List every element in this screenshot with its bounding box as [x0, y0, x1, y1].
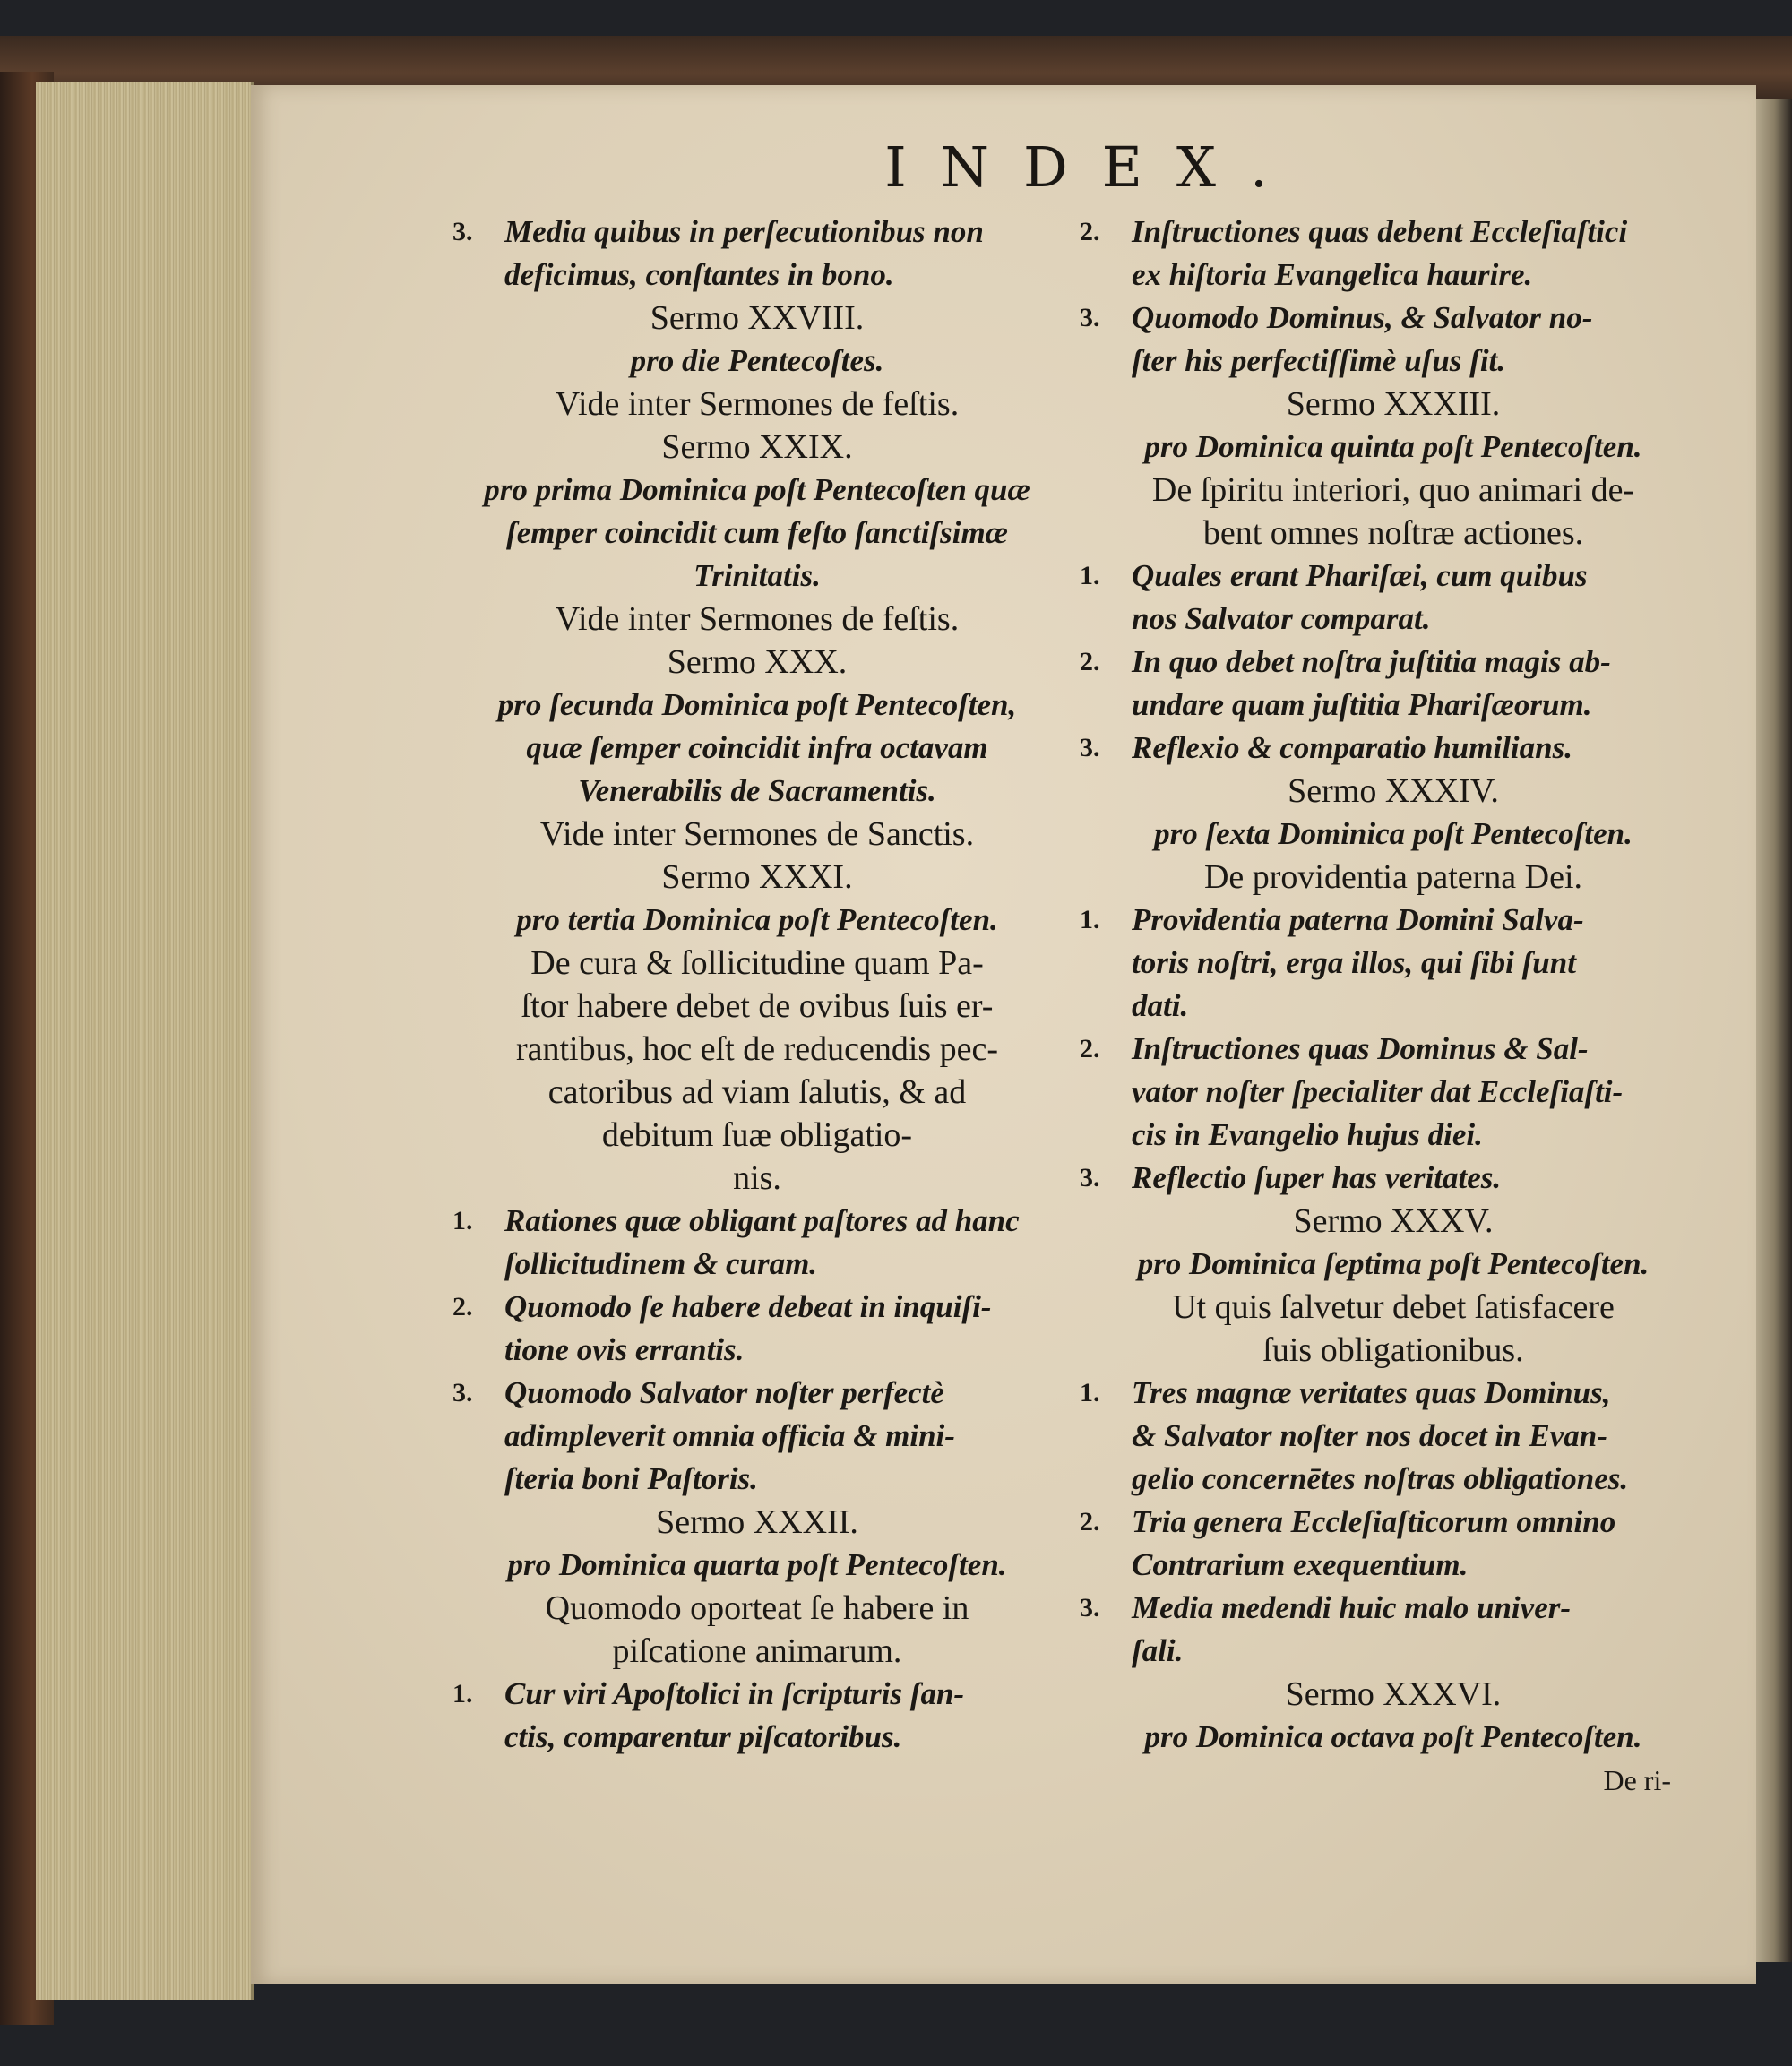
- point-continuation: [1080, 1630, 1707, 1673]
- numbered-point: [1080, 899, 1707, 942]
- line-text: Reflexio & comparatio humilians.: [1132, 730, 1572, 765]
- point-number: 1.: [452, 1206, 473, 1235]
- line-text: Sermo XXXIV.: [1288, 772, 1499, 810]
- line-text: pro die Pentecoſtes.: [630, 343, 884, 378]
- sermon-topic: [1080, 1286, 1707, 1329]
- line-text: nos Salvator comparat.: [1132, 601, 1431, 636]
- point-continuation: [1080, 985, 1707, 1028]
- line-text: Quomodo Dominus, & Salvator no-: [1132, 300, 1593, 335]
- line-text: ſali.: [1132, 1633, 1184, 1668]
- line-text: ſemper coincidit cum feſto ſanctiſsimæ: [506, 515, 1008, 550]
- line-text: pro prima Dominica poſt Pentecoſten quæ: [484, 472, 1030, 507]
- line-text: Sermo XXXV.: [1293, 1202, 1494, 1240]
- point-continuation: [1080, 684, 1707, 727]
- line-text: Trinitatis.: [694, 558, 821, 593]
- line-text: dati.: [1132, 988, 1189, 1023]
- sermon-occasion: [1080, 1243, 1707, 1286]
- point-number: 2.: [452, 1292, 473, 1321]
- point-number: 2.: [1080, 217, 1100, 246]
- line-text: rantibus, hoc eſt de reducendis pec-: [515, 1030, 999, 1068]
- sermon-occasion: [452, 899, 1062, 942]
- numbered-point: [1080, 641, 1707, 684]
- point-number: 3.: [1080, 1163, 1100, 1192]
- line-text: Quales erant Phariſæi, cum quibus: [1132, 558, 1588, 593]
- line-text: ſuis obligationibus.: [1262, 1331, 1524, 1369]
- line-text: Inſtructiones quas debent Eccleſiaſtici: [1132, 214, 1628, 249]
- sermon-topic: [452, 942, 1062, 985]
- sermon-topic: [452, 1028, 1062, 1071]
- line-text: pro Dominica octava poſt Pentecoſten.: [1144, 1719, 1642, 1754]
- point-number: 1.: [452, 1679, 473, 1709]
- line-text: Sermo XXVIII.: [650, 299, 865, 337]
- line-text: Tres magnæ veritates quas Dominus,: [1132, 1375, 1611, 1410]
- line-text: Vide inter Sermones de Sanctis.: [539, 815, 975, 853]
- line-text: ſteria boni Paſtoris.: [504, 1461, 758, 1496]
- line-text: Vide inter Sermones de feſtis.: [555, 600, 960, 638]
- sermon-topic: [452, 1630, 1062, 1673]
- line-text: Media quibus in perſecutionibus non: [504, 214, 984, 249]
- line-text: De ſpiritu interiori, quo animari de-: [1151, 471, 1635, 509]
- point-continuation: [1080, 1458, 1707, 1501]
- point-continuation: [452, 1716, 1062, 1759]
- line-text: pro Dominica quinta poſt Pentecoſten.: [1144, 429, 1642, 464]
- point-number: 3.: [1080, 733, 1100, 762]
- sermon-occasion: [452, 555, 1062, 598]
- point-continuation: [1080, 598, 1707, 641]
- sermon-occasion: [452, 727, 1062, 770]
- numbered-point: [1080, 727, 1707, 770]
- line-text: Contrarium exequentium.: [1132, 1547, 1469, 1582]
- line-text: deficimus, conſtantes in bono.: [504, 257, 894, 292]
- line-text: pro ſecunda Dominica poſt Pentecoſten,: [497, 687, 1017, 722]
- point-continuation: [1080, 1415, 1707, 1458]
- sermon-topic: [452, 985, 1062, 1028]
- sermon-topic: [452, 1587, 1062, 1630]
- line-text: pro ſexta Dominica poſt Pentecoſten.: [1154, 816, 1633, 851]
- point-number: 2.: [1080, 1034, 1100, 1063]
- line-text: Sermo XXXI.: [661, 858, 853, 896]
- sermon-occasion: [1080, 813, 1707, 856]
- sermon-topic: [452, 1114, 1062, 1157]
- sermon-topic: [452, 383, 1062, 426]
- point-continuation: [1080, 254, 1707, 297]
- line-text: Sermo XXIX.: [661, 428, 853, 466]
- sermon-topic: [452, 1071, 1062, 1114]
- point-continuation: [452, 1415, 1062, 1458]
- line-text: piſcatione animarum.: [612, 1632, 902, 1670]
- numbered-point: [1080, 1157, 1707, 1200]
- sermon-topic: [1080, 856, 1707, 899]
- line-text: Providentia paterna Domini Salva-: [1132, 902, 1584, 937]
- sermon-occasion: [452, 512, 1062, 555]
- line-text: undare quam juſtitia Phariſæorum.: [1132, 687, 1592, 722]
- line-text: cis in Evangelio hujus diei.: [1132, 1117, 1483, 1152]
- point-continuation: [1080, 942, 1707, 985]
- line-text: Vide inter Sermones de feſtis.: [555, 385, 960, 423]
- point-continuation: [1080, 1544, 1707, 1587]
- sermon-occasion: [1080, 426, 1707, 469]
- numbered-point: [1080, 211, 1707, 254]
- sermon-occasion: [452, 340, 1062, 383]
- line-text: Sermo XXXIII.: [1286, 385, 1501, 423]
- line-text: Rationes quæ obligant paſtores ad hanc: [504, 1203, 1020, 1238]
- point-number: 3.: [1080, 1593, 1100, 1623]
- page-edges: [36, 82, 254, 2000]
- line-text: Inſtructiones quas Dominus & Sal-: [1132, 1031, 1589, 1066]
- line-text: Venerabilis de Sacramentis.: [578, 773, 936, 808]
- left-index-column: [452, 211, 1062, 1759]
- line-text: tione ovis errantis.: [504, 1332, 745, 1367]
- sermon-occasion: [452, 770, 1062, 813]
- point-number: 1.: [1080, 1378, 1100, 1407]
- line-text: toris noſtri, erga illos, qui ſibi ſunt: [1132, 945, 1576, 980]
- point-continuation: [452, 1329, 1062, 1372]
- sermon-occasion: [452, 469, 1062, 512]
- line-text: Media medendi huic malo univer-: [1132, 1590, 1571, 1625]
- line-text: Reflectio ſuper has veritates.: [1132, 1160, 1502, 1195]
- right-index-column: [1080, 211, 1707, 1802]
- sermon-heading: [452, 641, 1062, 684]
- point-continuation: [452, 1458, 1062, 1501]
- point-continuation: [1080, 1071, 1707, 1114]
- line-text: Tria genera Eccleſiaſticorum omnino: [1132, 1504, 1616, 1539]
- line-text: ex hiſtoria Evangelica haurire.: [1132, 257, 1533, 292]
- line-text: adimpleverit omnia officia & mini-: [504, 1418, 955, 1453]
- line-text: ſollicitudinem & curam.: [504, 1246, 818, 1281]
- point-number: 1.: [1080, 905, 1100, 934]
- line-text: De cura & ſollicitudine quam Pa-: [530, 944, 984, 982]
- sermon-heading: [452, 297, 1062, 340]
- point-number: 1.: [1080, 561, 1100, 590]
- line-text: ctis, comparentur piſcatoribus.: [504, 1719, 902, 1754]
- line-text: pro Dominica quarta poſt Pentecoſten.: [507, 1547, 1007, 1582]
- point-number: 3.: [452, 217, 473, 246]
- sermon-heading: [1080, 1673, 1707, 1716]
- sermon-topic: [1080, 512, 1707, 555]
- line-text: pro Dominica ſeptima poſt Pentecoſten.: [1137, 1246, 1650, 1281]
- point-number: 2.: [1080, 1507, 1100, 1537]
- numbered-point: [452, 1200, 1062, 1243]
- sermon-heading: [452, 1501, 1062, 1544]
- sermon-topic: [452, 1157, 1062, 1200]
- line-text: Cur viri Apoſtolici in ſcripturis ſan-: [504, 1676, 965, 1711]
- line-text: vator noſter ſpecialiter dat Eccleſiaſti-: [1132, 1074, 1624, 1109]
- point-continuation: [452, 1243, 1062, 1286]
- numbered-point: [452, 1673, 1062, 1716]
- sermon-heading: [1080, 770, 1707, 813]
- numbered-point: [1080, 555, 1707, 598]
- line-text: & Salvator noſter nos docet in Evan-: [1132, 1418, 1607, 1453]
- numbered-point: [1080, 1587, 1707, 1630]
- line-text: ſtor habere debet de ovibus ſuis er-: [521, 987, 994, 1025]
- line-text: Sermo XXXII.: [656, 1503, 858, 1541]
- line-text: Quomodo oporteat ſe habere in: [545, 1589, 969, 1627]
- sermon-heading: [1080, 383, 1707, 426]
- point-number: 3.: [452, 1378, 473, 1407]
- point-number: 2.: [1080, 647, 1100, 676]
- sermon-occasion: [1080, 1716, 1707, 1759]
- point-continuation: [452, 254, 1062, 297]
- line-text: pro tertia Dominica poſt Pentecoſten.: [516, 902, 998, 937]
- numbered-point: [452, 211, 1062, 254]
- line-text: In quo debet noſtra juſtitia magis ab-: [1132, 644, 1611, 679]
- numbered-point: [452, 1372, 1062, 1415]
- sermon-occasion: [452, 1544, 1062, 1587]
- point-continuation: [1080, 340, 1707, 383]
- sermon-topic: [1080, 1329, 1707, 1372]
- numbered-point: [452, 1286, 1062, 1329]
- sermon-topic: [1080, 469, 1707, 512]
- line-text: Sermo XXX.: [667, 643, 848, 681]
- line-text: gelio concernētes noſtras obligationes.: [1132, 1461, 1629, 1496]
- point-number: 3.: [1080, 303, 1100, 332]
- numbered-point: [1080, 1372, 1707, 1415]
- numbered-point: [1080, 297, 1707, 340]
- sermon-topic: [452, 813, 1062, 856]
- line-text: Sermo XXXVI.: [1285, 1675, 1502, 1713]
- sermon-occasion: [452, 684, 1062, 727]
- page-header-index: INDEX.: [884, 134, 1302, 200]
- point-continuation: [1080, 1114, 1707, 1157]
- line-text: Ut quis ſalvetur debet ſatisfacere: [1172, 1288, 1615, 1326]
- line-text: Quomodo Salvator noſter perfectè: [504, 1375, 944, 1410]
- numbered-point: [1080, 1501, 1707, 1544]
- line-text: bent omnes noſtræ actiones.: [1202, 514, 1584, 552]
- line-text: De providentia paterna Dei.: [1203, 858, 1583, 896]
- sermon-heading: [452, 426, 1062, 469]
- line-text: ſter his perfectiſſimè uſus ſit.: [1132, 343, 1506, 378]
- line-text: Quomodo ſe habere debeat in inquiſi-: [504, 1289, 992, 1324]
- line-text: catoribus ad viam ſalutis, & ad: [547, 1073, 967, 1111]
- line-text: quæ ſemper coincidit infra octavam: [526, 730, 988, 765]
- sermon-topic: [452, 598, 1062, 641]
- line-text: debitum ſuæ obligatio-: [601, 1116, 913, 1154]
- line-text: nis.: [733, 1159, 781, 1197]
- sermon-heading: [1080, 1200, 1707, 1243]
- catchword: De ri-: [1603, 1764, 1671, 1796]
- sermon-heading: [452, 856, 1062, 899]
- numbered-point: [1080, 1028, 1707, 1071]
